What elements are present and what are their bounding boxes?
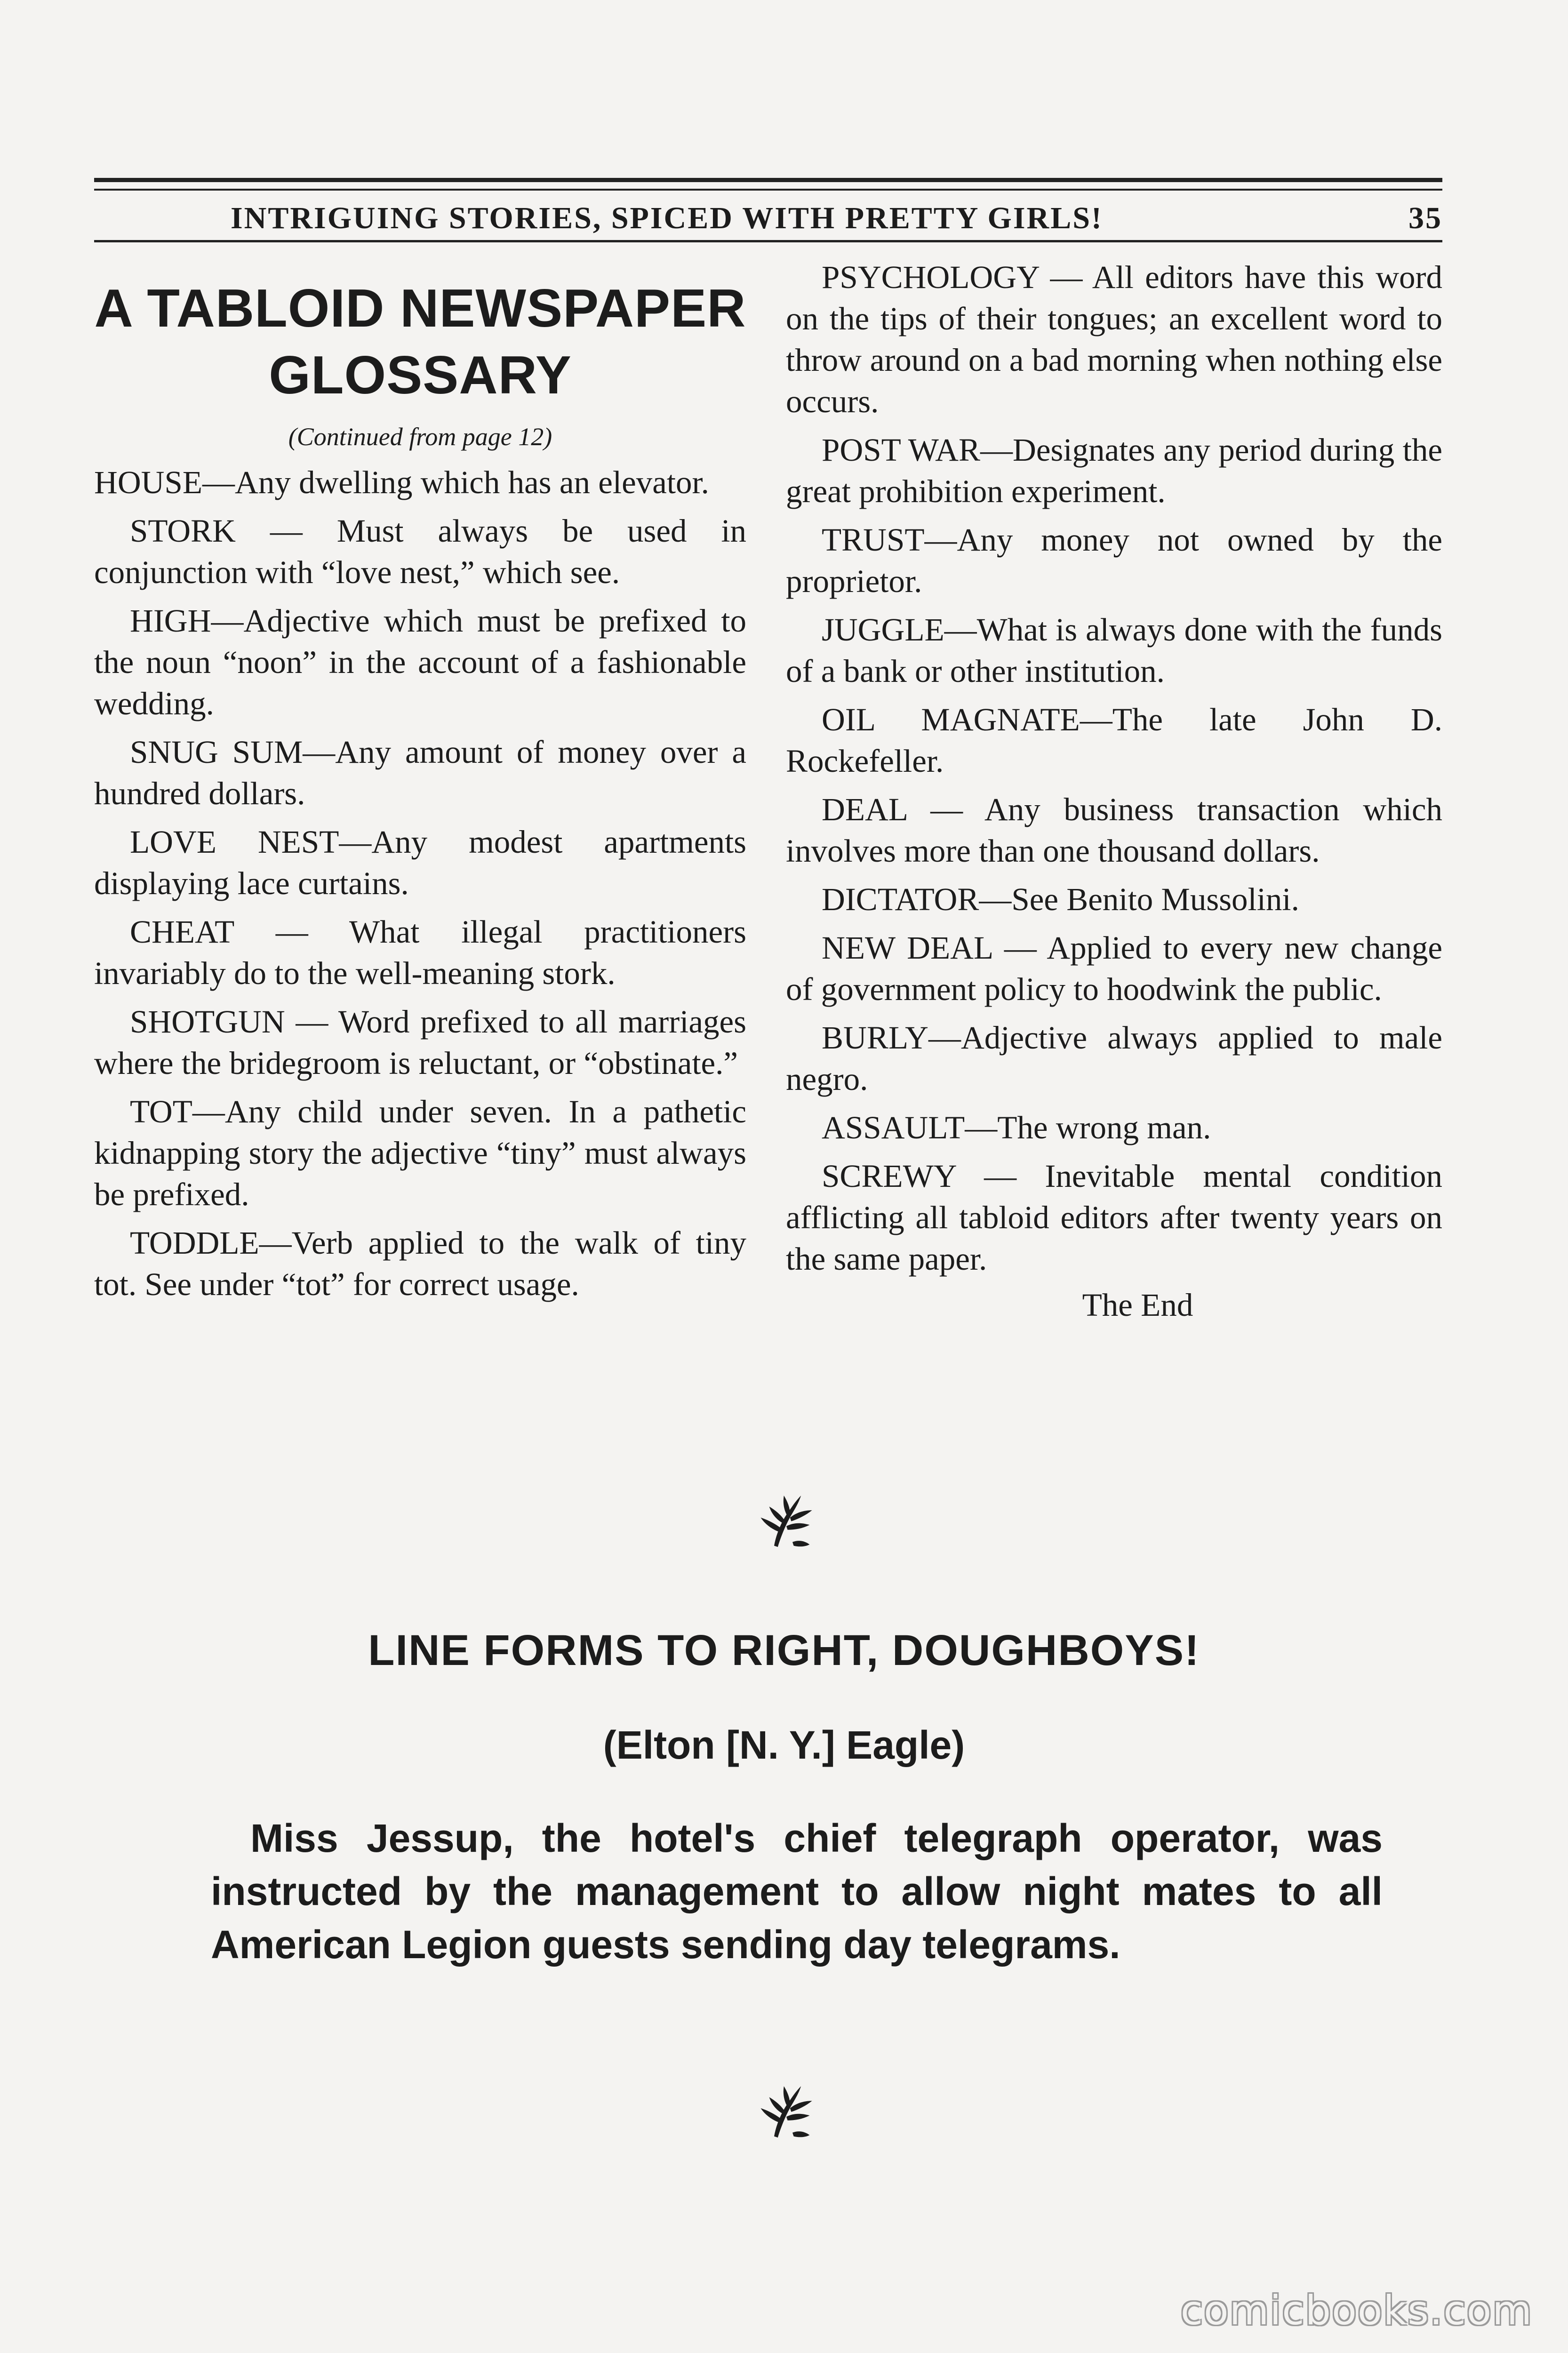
continued-note: (Continued from page 12) [288, 423, 552, 451]
glossary-entry: DEAL — Any business transaction which involves more than one thousand dollars. [786, 792, 1442, 869]
leaf-sprig-icon [756, 1489, 817, 1551]
running-title: INTRIGUING STORIES, SPICED WITH PRETTY GIRLS! [231, 201, 1103, 235]
story-body: Miss Jessup, the hotel's chief telegraph operator, was instructed by the management to allow night mates to all American Legion guests sending day telegrams. [211, 1816, 1383, 1967]
story-source: (Elton [N. Y.] Eagle) [603, 1723, 965, 1767]
page-number: 35 [1408, 201, 1442, 235]
glossary-entry: HOUSE—Any dwelling which has an elevator. [94, 464, 709, 500]
glossary-entry: TRUST—Any money not owned by the proprietor. [786, 522, 1442, 599]
header-rule-top [94, 178, 1442, 182]
right-column [786, 256, 1442, 1324]
glossary-entry: TODDLE—Verb applied to the walk of tiny tot. See under “tot” for correct usage. [94, 1225, 746, 1302]
glossary-title [94, 275, 746, 409]
glossary-entry: NEW DEAL — Applied to every new change of government policy to hoodwink the public. [786, 930, 1442, 1007]
glossary-entry: PSYCHOLOGY — All editors have this word on the tips of their tongues; an excellent word to throw around on a bad morning when nothing else occurs. [786, 259, 1442, 419]
glossary-entry: STORK — Must always be used in conjunction with “love nest,” which see. [94, 513, 746, 590]
watermark: comicbooks.com [1180, 2287, 1533, 2334]
running-header [94, 194, 1442, 240]
header-rule-thin [94, 189, 1442, 191]
glossary-entry: BURLY—Adjective always applied to male negro. [786, 1020, 1442, 1097]
story-title: LINE FORMS TO RIGHT, DOUGHBOYS! [368, 1626, 1200, 1674]
glossary-entry: OIL MAGNATE—The late John D. Rockefeller. [786, 702, 1442, 779]
glossary-entry: SCREWY — Inevitable mental condition afflicting all tabloid editors after twenty years on the same paper. [786, 1158, 1442, 1277]
glossary-title-line1: A TABLOID NEWSPAPER [94, 279, 746, 338]
the-end: The End [1082, 1287, 1193, 1323]
glossary-entry: JUGGLE—What is always done with the funds of a bank or other institution. [786, 612, 1442, 689]
leaf-sprig-icon [756, 2080, 817, 2141]
left-column [94, 256, 746, 1312]
glossary-entry: POST WAR—Designates any period during the great prohibition experiment. [786, 432, 1442, 509]
glossary-entry: SNUG SUM—Any amount of money over a hundred dollars. [94, 734, 746, 811]
glossary-entry: HIGH—Adjective which must be prefixed to the noun “noon” in the account of a fashionable wedding. [94, 603, 746, 721]
glossary-entry: CHEAT — What illegal practitioners invariably do to the well-meaning stork. [94, 914, 746, 991]
header-rule-bottom [94, 240, 1442, 242]
glossary-entry: TOT—Any child under seven. In a pathetic kidnapping story the adjective “tiny” must always be prefixed. [94, 1094, 746, 1212]
glossary-entry: DICTATOR—See Benito Mussolini. [822, 881, 1299, 917]
glossary-entry: SHOTGUN — Word prefixed to all marriages where the bridegroom is reluctant, or “obstinate.” [94, 1004, 746, 1081]
glossary-title-line2: GLOSSARY [269, 345, 572, 405]
glossary-entry: ASSAULT—The wrong man. [822, 1110, 1211, 1145]
glossary-entry: LOVE NEST—Any modest apartments displaying lace curtains. [94, 824, 746, 901]
